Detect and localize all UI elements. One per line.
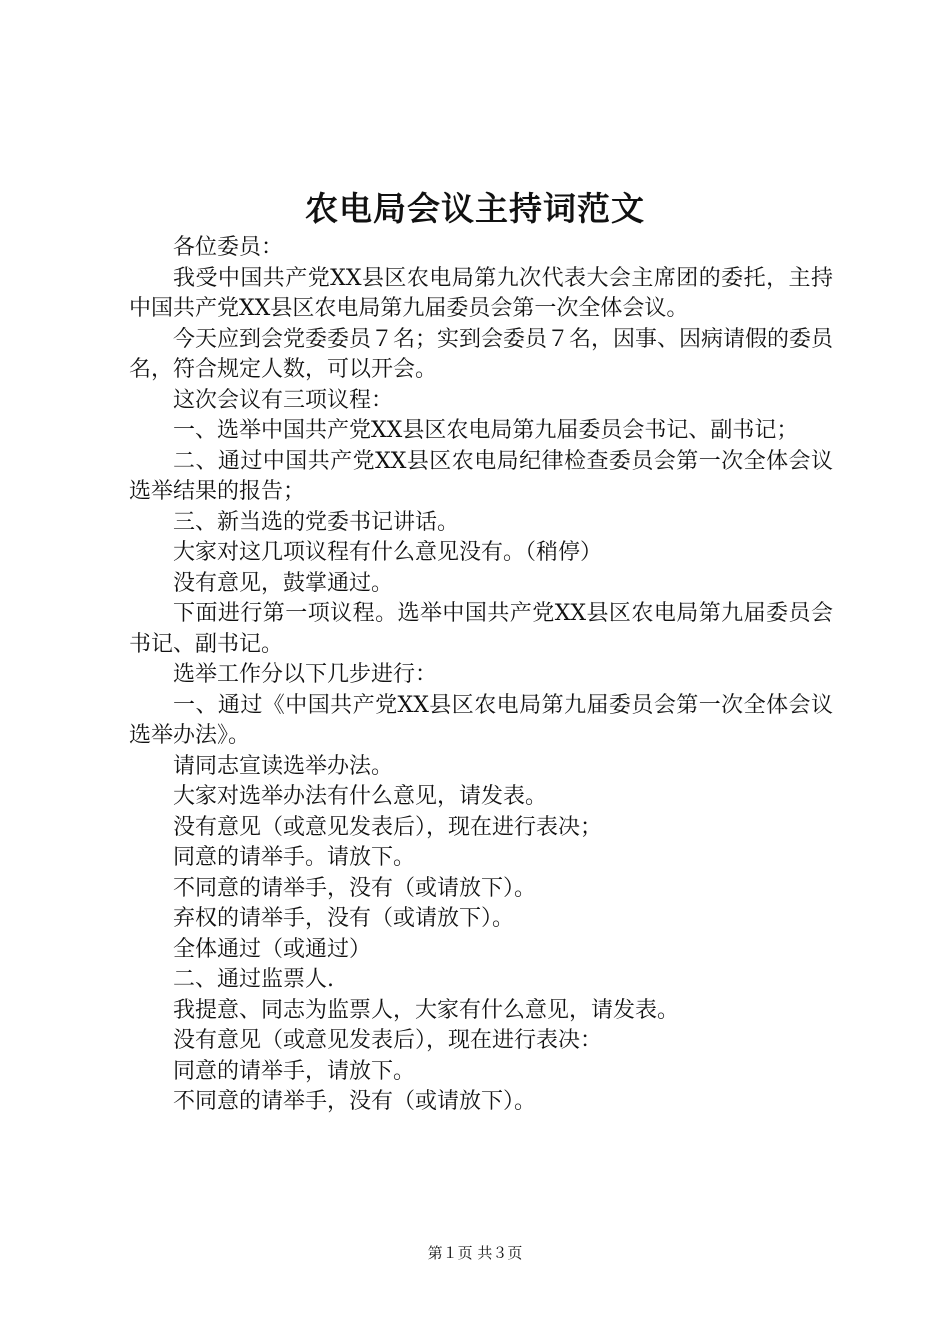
paragraph: 不同意的请举手，没有（或请放下）。 — [173, 1089, 537, 1114]
paragraph: 三、新当选的党委书记讲话。 — [173, 509, 460, 535]
paragraph: 同意的请举手。请放下。 — [173, 845, 416, 870]
paragraph: 我受中国共产党XX县区农电局第九次代表大会主席团的委托，主持中国共产党XX县区农电局第九届委员会第一次全体会议。 — [129, 265, 833, 321]
paragraph: 弃权的请举手，没有（或请放下）。 — [173, 906, 515, 931]
paragraph: 没有意见，鼓掌通过。 — [173, 570, 394, 596]
paragraph: 二、通过监票人. — [173, 967, 334, 992]
paragraph: 一、选举中国共产党XX县区农电局第九届委员会书记、副书记； — [173, 418, 799, 443]
paragraph: 一、通过《中国共产党XX县区农电局第九届委员会第一次全体会议选举办法》。 — [129, 692, 833, 748]
paragraph: 今天应到会党委委员７名；实到会委员７名，因事、因病请假的委员名，符合规定人数，可以开会。 — [129, 326, 834, 382]
paragraph: 请同志宣读选举办法。 — [173, 753, 394, 779]
paragraph: 同意的请举手，请放下。 — [173, 1058, 416, 1084]
paragraph: 没有意见（或意见发表后），现在进行表决： — [173, 1028, 603, 1053]
paragraph: 我提意、同志为监票人，大家有什么意见，请发表。 — [173, 997, 680, 1023]
document-title: 农电局会议主持词范文 — [305, 189, 645, 228]
paragraph: 二、通过中国共产党XX县区农电局纪律检查委员会第一次全体会议选举结果的报告； — [129, 448, 833, 504]
paragraph: 这次会议有三项议程： — [173, 387, 394, 413]
paragraph: 各位委员： — [173, 235, 284, 260]
paragraph: 大家对这几项议程有什么意见没有。（稍停） — [173, 540, 603, 565]
paragraph: 没有意见（或意见发表后），现在进行表决； — [173, 814, 603, 840]
paragraph: 大家对选举办法有什么意见，请发表。 — [173, 784, 548, 809]
paragraph: 不同意的请举手，没有（或请放下）。 — [173, 875, 537, 901]
page-number-footer: 第１页 共３页 — [427, 1244, 523, 1262]
paragraph: 下面进行第一项议程。选举中国共产党XX县区农电局第九届委员会书记、副书记。 — [129, 601, 833, 657]
paragraph: 全体通过（或通过） — [173, 936, 372, 962]
paragraph: 选举工作分以下几步进行： — [173, 662, 438, 687]
document-body — [129, 233, 833, 1118]
